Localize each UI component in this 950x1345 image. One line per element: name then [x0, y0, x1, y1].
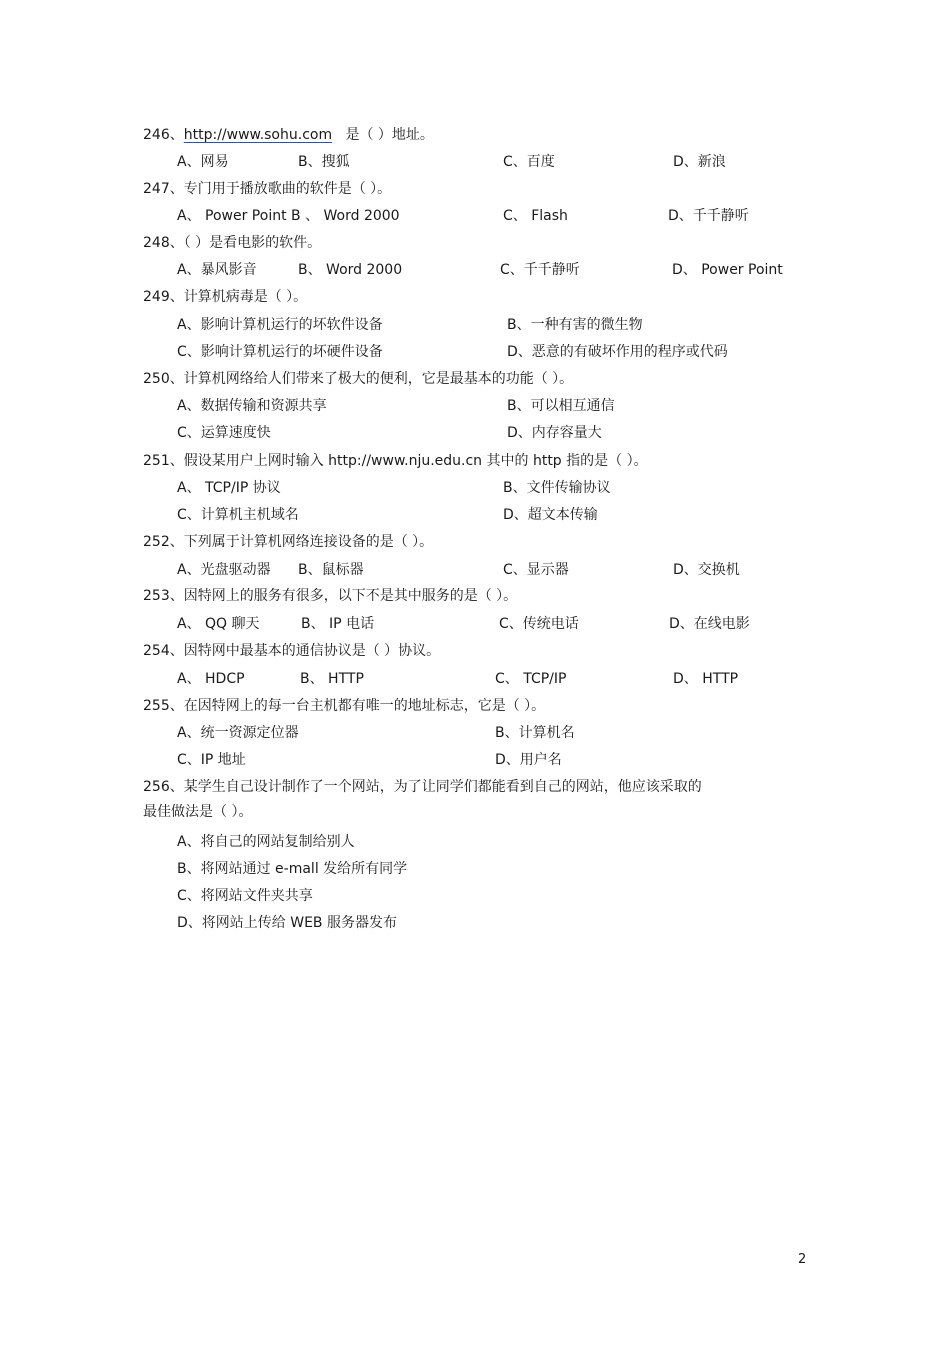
option-d: D、 Power Point [672, 262, 783, 278]
page-number: 2 [798, 1252, 807, 1267]
option-d: D、交换机 [673, 562, 740, 578]
option-d: D、新浪 [673, 154, 726, 170]
option-b: B、搜狐 [298, 154, 350, 170]
option-c: C、运算速度快 [177, 425, 271, 441]
question-250: 250、计算机网络给人们带来了极大的便利，它是最基本的功能（ ）。 [143, 371, 574, 387]
option-a: A、 HDCP [177, 671, 245, 687]
question-248: 248、（ ）是看电影的软件。 [143, 235, 322, 251]
option-c: C、 Flash [503, 208, 568, 224]
option-a: A、 QQ 聊天 [177, 616, 260, 632]
option-a: A、将自己的网站复制给别人 [177, 834, 355, 850]
option-a: A、暴风影音 [177, 262, 257, 278]
question-text: 是（ ）地址。 [345, 127, 434, 143]
option-d: D、内存容量大 [507, 425, 602, 441]
option-a: A、统一资源定位器 [177, 725, 299, 741]
option-d: D、用户名 [495, 752, 562, 768]
question-number: 246、 [143, 127, 184, 143]
option-b: B、 Word 2000 [298, 262, 403, 278]
question-256-line-1: 256、某学生自己设计制作了一个网站，为了让同学们都能看到自己的网站，他应该采取的 [143, 779, 702, 795]
option-c: C、计算机主机域名 [177, 507, 299, 523]
option-b: B、一种有害的微生物 [507, 317, 643, 333]
option-a: A、影响计算机运行的坏软件设备 [177, 317, 383, 333]
option-c: C、百度 [503, 154, 555, 170]
question-251: 251、假设某用户上网时输入 http://www.nju.edu.cn 其中的 http 指的是（ ）。 [143, 453, 648, 469]
option-a: A、网易 [177, 154, 229, 170]
option-d: D、将网站上传给 WEB 服务器发布 [177, 915, 397, 931]
question-254: 254、因特网中最基本的通信协议是（ ）协议。 [143, 643, 441, 659]
option-a: A、光盘驱动器 [177, 562, 271, 578]
option-d: D、恶意的有破坏作用的程序或代码 [507, 344, 728, 360]
option-b: B、将网站通过 e-mall 发给所有同学 [177, 861, 408, 877]
option-c: C、影响计算机运行的坏硬件设备 [177, 344, 383, 360]
option-b: B、 IP 电话 [301, 616, 375, 632]
option-b: B、计算机名 [495, 725, 575, 741]
option-c: C、 TCP/IP [495, 671, 567, 687]
question-256-line-2: 最佳做法是（ ）。 [143, 804, 253, 820]
option-b: B、文件传输协议 [503, 480, 611, 496]
option-d: D、 HTTP [673, 671, 739, 687]
option-a: A、 TCP/IP 协议 [177, 480, 281, 496]
question-249: 249、计算机病毒是（ ）。 [143, 289, 308, 305]
option-b: B、鼠标器 [298, 562, 364, 578]
option-d: D、千千静听 [668, 208, 749, 224]
option-c: C、传统电话 [499, 616, 579, 632]
option-a: A、数据传输和资源共享 [177, 398, 327, 414]
option-d: D、在线电影 [669, 616, 750, 632]
url-link[interactable]: http://www.sohu.com [183, 127, 333, 143]
option-b: B、 HTTP [300, 671, 364, 687]
question-255: 255、在因特网上的每一台主机都有唯一的地址标志，它是（ ）。 [143, 698, 546, 714]
option-ab: A、 Power Point B 、 Word 2000 [177, 208, 400, 224]
option-b: B、可以相互通信 [507, 398, 615, 414]
option-c: C、将网站文件夹共享 [177, 888, 313, 904]
option-c: C、IP 地址 [177, 752, 246, 768]
question-253: 253、因特网上的服务有很多，以下不是其中服务的是（ ）。 [143, 588, 518, 604]
option-d: D、超文本传输 [503, 507, 598, 523]
option-c: C、显示器 [503, 562, 569, 578]
question-246 [143, 126, 434, 144]
question-252: 252、下列属于计算机网络连接设备的是（ ）。 [143, 534, 434, 550]
question-247: 247、专门用于播放歌曲的软件是（ ）。 [143, 181, 392, 197]
option-c: C、千千静听 [500, 262, 580, 278]
